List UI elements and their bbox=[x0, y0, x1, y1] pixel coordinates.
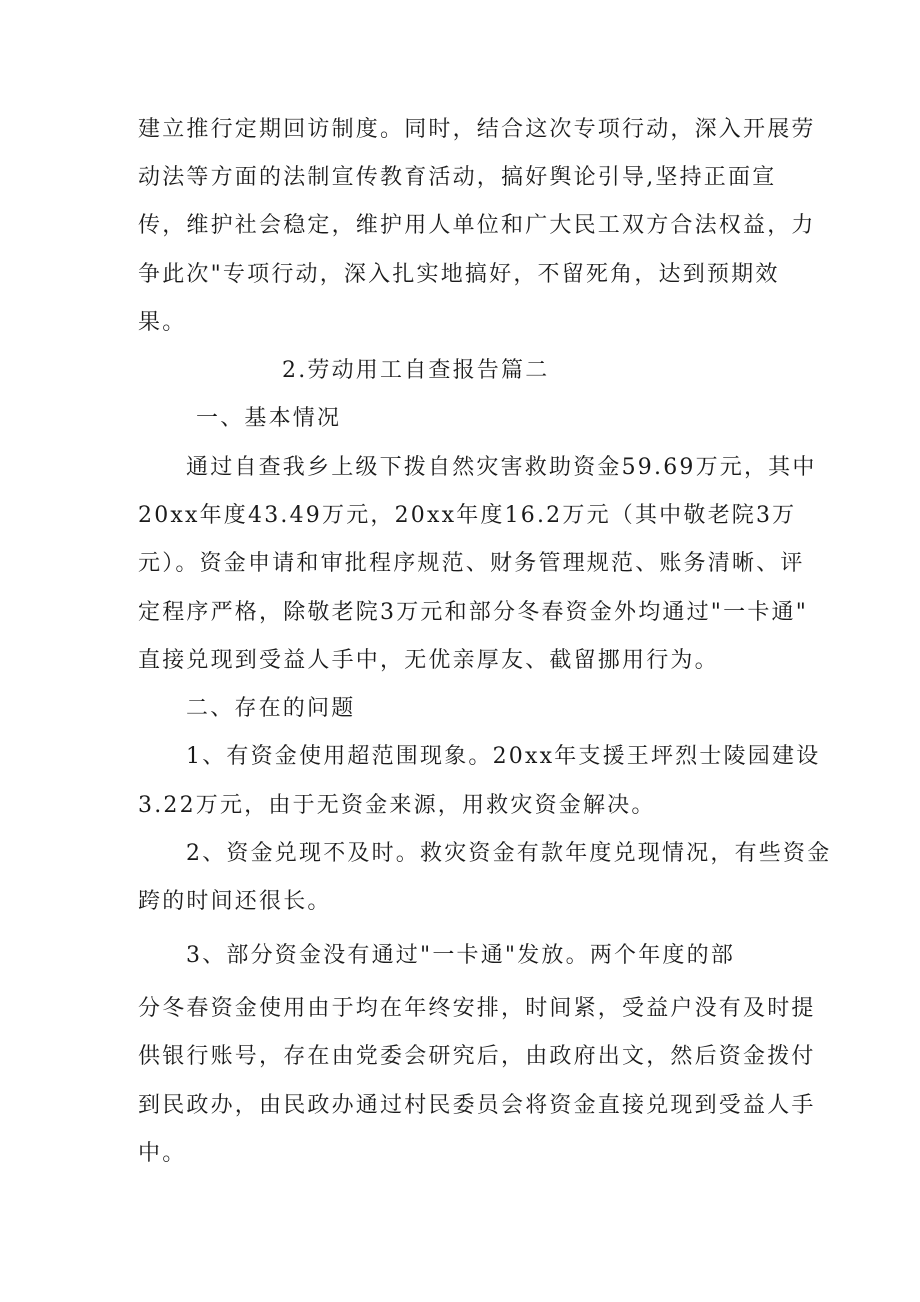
paragraph-line: 元）。资金申请和审批程序规范、财务管理规范、账务清晰、评 bbox=[138, 551, 805, 576]
paragraph-line: 2、资金兑现不及时。救灾资金有款年度兑现情况，有些资金 bbox=[186, 841, 832, 866]
paragraph-line: 争此次"专项行动，深入扎实地搞好，不留死角，达到预期效 bbox=[138, 262, 780, 287]
paragraph-line: 3.22万元，由于无资金来源，用救灾资金解决。 bbox=[138, 793, 656, 818]
paragraph-line: 20xx年度43.49万元，20xx年度16.2万元（其中敬老院3万 bbox=[138, 503, 797, 528]
paragraph-line: 到民政办，由民政办通过村民委员会将资金直接兑现到受益人手 bbox=[138, 1093, 816, 1118]
paragraph-line: 跨的时间还很长。 bbox=[138, 889, 332, 914]
paragraph-line: 动法等方面的法制宣传教育活动，搞好舆论引导,坚持正面宣 bbox=[138, 165, 777, 190]
heading-problems: 二、存在的问题 bbox=[186, 696, 356, 721]
heading-basic-situation: 一、基本情况 bbox=[196, 406, 342, 431]
paragraph-line: 1、有资金使用超范围现象。20xx年支援王坪烈士陵园建设 bbox=[186, 744, 821, 769]
paragraph-line: 建立推行定期回访制度。同时，结合这次专项行动，深入开展劳 bbox=[138, 117, 816, 142]
paragraph-line: 果。 bbox=[138, 310, 187, 335]
paragraph-line: 供银行账号，存在由党委会研究后，由政府出文，然后资金拨付 bbox=[138, 1044, 816, 1069]
paragraph-line: 3、部分资金没有通过"一卡通"发放。两个年度的部 bbox=[186, 943, 736, 968]
paragraph-line: 定程序严格，除敬老院3万元和部分冬春资金外均通过"一卡通" bbox=[138, 600, 809, 625]
paragraph-line: 通过自查我乡上级下拨自然灾害救助资金59.69万元，其中 bbox=[186, 455, 817, 480]
paragraph-line: 传，维护社会稳定，维护用人单位和广大民工双方合法权益，力 bbox=[138, 213, 816, 238]
section-title: 2.劳动用工自查报告篇二 bbox=[282, 358, 550, 383]
paragraph-line: 分冬春资金使用由于均在年终安排，时间紧，受益户没有及时提 bbox=[138, 996, 816, 1021]
paragraph-line: 直接兑现到受益人手中，无优亲厚友、截留挪用行为。 bbox=[138, 648, 719, 673]
paragraph-line: 中。 bbox=[138, 1141, 187, 1166]
